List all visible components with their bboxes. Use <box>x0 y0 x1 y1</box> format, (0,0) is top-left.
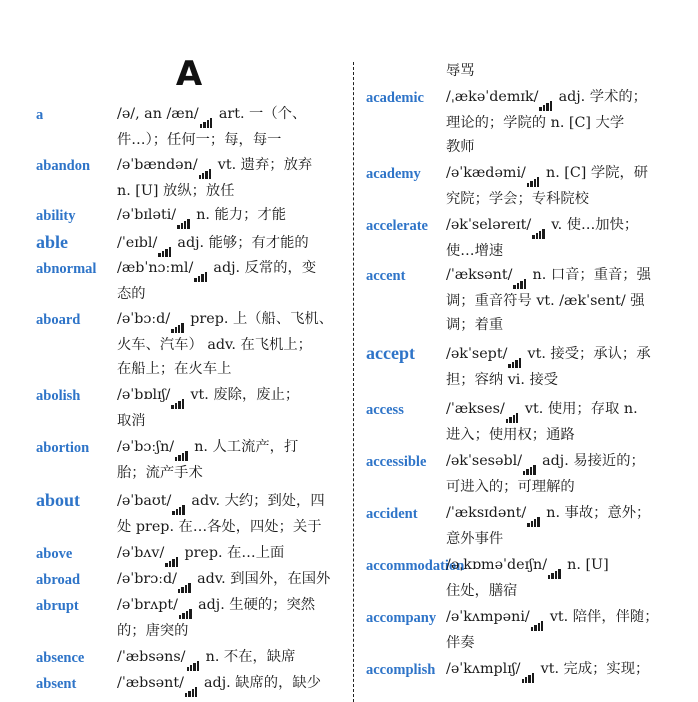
definition-line: /əkˈsept/ vt. 接受；承认；承 <box>446 342 670 368</box>
definition-line: 的；唐突的 <box>117 622 189 639</box>
frequency-bars-icon <box>158 232 172 257</box>
definition-line: /əˈbaʊt/ adv. 大约；到处，四 <box>117 489 337 515</box>
definition-line: 件…）；任何一；每，每一 <box>117 131 282 148</box>
headword: accept <box>366 343 415 363</box>
definition-line: /əˌkɒməˈdeɪʃn/ n. [U] <box>446 553 670 579</box>
headword: aboard <box>36 312 81 328</box>
frequency-bars-icon <box>165 542 179 567</box>
headword: accelerate <box>366 218 428 234</box>
definition-line: 调；着重 <box>446 317 504 334</box>
frequency-bars-icon <box>200 103 214 128</box>
definition-line: /əˈbrɔːd/ adv. 到国外，在国外 <box>117 567 337 593</box>
definition-line: 伴奏 <box>446 634 475 651</box>
frequency-bars-icon <box>531 606 545 631</box>
definition <box>117 645 337 671</box>
definition <box>117 671 337 697</box>
frequency-bars-icon <box>171 384 185 409</box>
frequency-bars-icon <box>506 398 520 423</box>
definition <box>446 85 670 160</box>
definition <box>446 213 670 263</box>
headword: absence <box>36 650 85 666</box>
definition-line: /əˈbændən/ vt. 遗弃；放弃 <box>117 153 337 179</box>
definition-line: 意外事件 <box>446 530 504 547</box>
definition-line: /ˈæbsənt/ adj. 缺席的，缺少 <box>117 671 337 697</box>
definition <box>117 489 337 539</box>
definition-line: 胎；流产手术 <box>117 464 203 481</box>
frequency-bars-icon <box>199 154 213 179</box>
frequency-bars-icon <box>185 672 199 697</box>
headword: a <box>36 107 44 123</box>
definition-line: /əˈbɔːʃn/ n. 人工流产，打 <box>117 435 337 461</box>
headword: accomplish <box>366 662 436 678</box>
definition-line: /əˈkʌmplɪʃ/ vt. 完成；实现； <box>446 657 670 683</box>
definition <box>117 153 337 203</box>
definition-line: /ˈeɪbl/ adj. 能够；有才能的 <box>117 231 337 257</box>
frequency-bars-icon <box>177 204 191 229</box>
frequency-bars-icon <box>513 264 527 289</box>
headword: abroad <box>36 572 81 588</box>
definition-line: /əˈbɒlɪʃ/ vt. 废除，废止； <box>117 383 337 409</box>
definition-line: 可进入的；可理解的 <box>446 478 575 495</box>
definition-line: /əˈbɔːd/ prep. 上（船、飞机、 <box>117 307 337 333</box>
frequency-bars-icon <box>527 502 541 527</box>
frequency-bars-icon <box>532 214 546 239</box>
definition <box>446 449 670 499</box>
definition <box>117 256 337 306</box>
definition <box>117 102 337 152</box>
definition <box>117 231 337 257</box>
definition <box>117 203 337 229</box>
frequency-bars-icon <box>508 343 522 368</box>
definition <box>117 383 337 433</box>
definition-line: 在船上；在火车上 <box>117 361 232 378</box>
definition <box>117 567 337 593</box>
definition-line: 进入；使用权；通路 <box>446 426 575 443</box>
definition-line: 担；容纳 vi. 接受 <box>446 371 559 388</box>
headword: absent <box>36 676 77 692</box>
frequency-bars-icon <box>522 658 536 683</box>
definition-line: 究院；学会；专科院校 <box>446 190 589 207</box>
definition-line: /əˈbʌv/ prep. 在…上面 <box>117 541 337 567</box>
definition-line: /əˈkʌmpəni/ vt. 陪伴，伴随； <box>446 605 670 631</box>
definition-line: 取消 <box>117 412 146 429</box>
definition <box>446 342 670 392</box>
headword: abrupt <box>36 598 79 614</box>
headword: accident <box>366 506 418 522</box>
frequency-bars-icon <box>194 257 208 282</box>
frequency-bars-icon <box>548 554 562 579</box>
headword: academic <box>366 90 424 106</box>
definition-line: /ˈækses/ vt. 使用；存取 n. <box>446 397 670 423</box>
definition-line: /æbˈnɔːml/ adj. 反常的，变 <box>117 256 337 282</box>
definition-line: n. [U] 放纵；放任 <box>117 182 235 199</box>
definition <box>446 553 670 603</box>
headword: abolish <box>36 388 81 404</box>
frequency-bars-icon <box>523 450 537 475</box>
definition-line: 教师 <box>446 139 475 156</box>
headword: accompany <box>366 610 437 626</box>
headword: able <box>36 232 69 252</box>
definition <box>117 307 337 382</box>
definition-line: 理论的；学院的 n. [C] 大学 <box>446 114 625 131</box>
frequency-bars-icon <box>187 646 201 671</box>
headword: abortion <box>36 440 90 456</box>
definition <box>446 501 670 551</box>
headword: accommodation <box>366 558 465 574</box>
definition-line: 使…增速 <box>446 242 504 259</box>
headword: access <box>366 402 404 418</box>
definition-line: /əˈbrʌpt/ adj. 生硬的；突然 <box>117 593 337 619</box>
frequency-bars-icon <box>171 308 185 333</box>
definition-line: 态的 <box>117 285 146 302</box>
frequency-bars-icon <box>539 86 553 111</box>
continuation-text <box>446 59 670 84</box>
definition <box>446 657 670 683</box>
definition <box>446 161 670 211</box>
definition <box>446 605 670 655</box>
frequency-bars-icon <box>179 594 193 619</box>
headword: accent <box>366 268 406 284</box>
definition <box>117 593 337 643</box>
section-letter: A <box>175 54 203 94</box>
definition <box>446 263 670 338</box>
definition-line: 辱骂 <box>446 63 475 79</box>
headword: academy <box>366 166 421 182</box>
headword: above <box>36 546 73 562</box>
headword: ability <box>36 208 76 224</box>
definition-line: /ˈæksɪdənt/ n. 事故；意外； <box>446 501 670 527</box>
headword: abnormal <box>36 261 97 277</box>
definition-line: 调；重音符号 vt. /ækˈsent/ 强 <box>446 292 645 309</box>
definition-line: /ˌækəˈdemɪk/ adj. 学术的； <box>446 85 670 111</box>
definition-line: /əkˈseləreɪt/ v. 使…加快； <box>446 213 670 239</box>
definition-line: 处 prep. 在…各处，四处；关于 <box>117 518 322 535</box>
definition-line: /ˈæksənt/ n. 口音；重音；强 <box>446 263 670 289</box>
headword: abandon <box>36 158 91 174</box>
definition-line: 住处，膳宿 <box>446 582 518 599</box>
definition-line: /əˈkædəmi/ n. [C] 学院，研 <box>446 161 670 187</box>
headword: about <box>36 490 81 510</box>
frequency-bars-icon <box>178 568 192 593</box>
frequency-bars-icon <box>172 490 186 515</box>
frequency-bars-icon <box>175 436 189 461</box>
definition-line: /ə/, an /æn/ art. 一（个、 <box>117 102 337 128</box>
headword: accessible <box>366 454 427 470</box>
definition <box>117 435 337 485</box>
definition <box>446 397 670 447</box>
definition-line: /ˈæbsəns/ n. 不在，缺席 <box>117 645 337 671</box>
definition-line: /əkˈsesəbl/ adj. 易接近的； <box>446 449 670 475</box>
frequency-bars-icon <box>527 162 541 187</box>
column-divider <box>353 62 354 702</box>
definition <box>117 541 337 567</box>
definition-line: /əˈbɪləti/ n. 能力；才能 <box>117 203 337 229</box>
definition-line: 火车、汽车） adv. 在飞机上； <box>117 336 312 353</box>
